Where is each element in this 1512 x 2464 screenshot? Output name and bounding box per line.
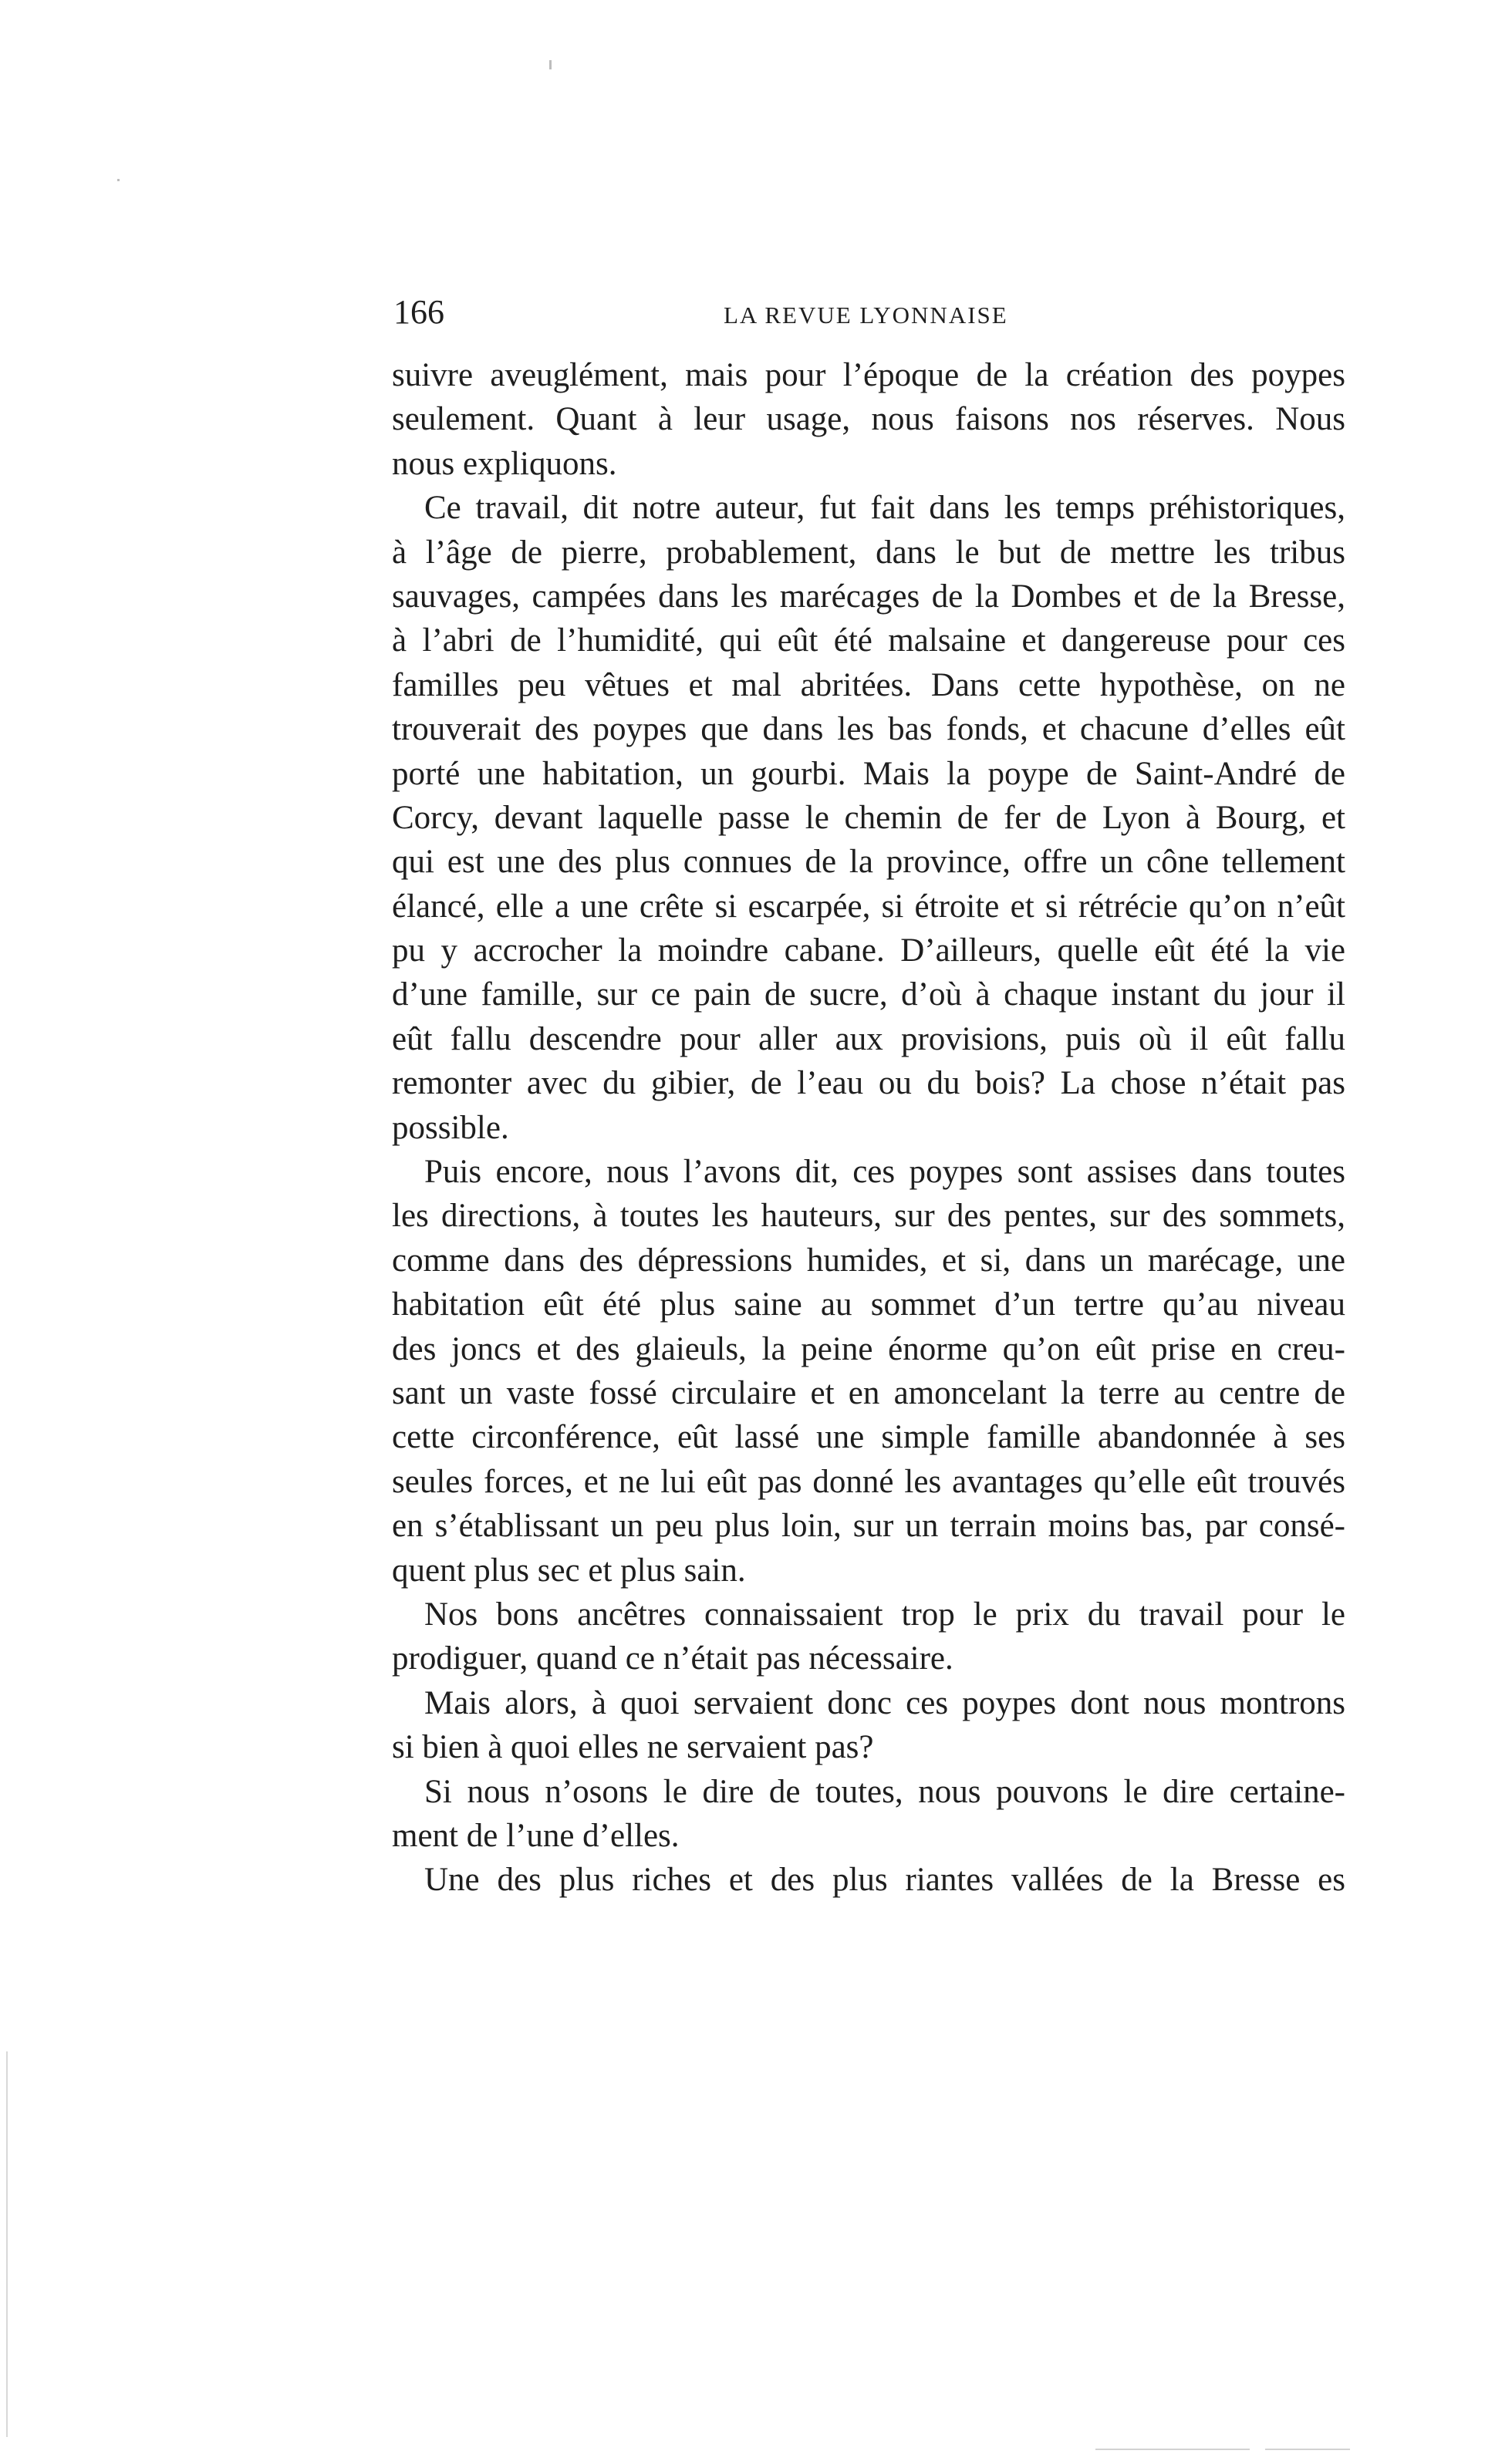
text-line: Mais alors, à quoi servaient donc ces poypes dont nous montrons	[424, 1684, 1345, 1721]
text-line: élancé, elle a une crête si escarpée, si étroite et si rétrécie qu’on n’eût	[392, 888, 1345, 925]
text-line: Nos bons ancêtres connaissaient trop le prix du travail pour le	[424, 1596, 1345, 1633]
text-line: prodiguer, quand ce n’était pas nécessaire.	[392, 1640, 953, 1677]
text-line: sauvages, campées dans les marécages de la Dombes et de la Bresse,	[392, 578, 1345, 615]
text-line: seulement. Quant à leur usage, nous faisons nos réserves. Nous	[392, 401, 1345, 438]
text-line: comme dans des dépressions humides, et si, dans un marécage, une	[392, 1242, 1345, 1279]
scan-speck	[117, 179, 120, 181]
text-line: cette circonférence, eût lassé une simple famille abandonnée à ses	[392, 1419, 1345, 1456]
text-line: remonter avec du gibier, de l’eau ou du bois? La chose n’était pas	[392, 1065, 1345, 1102]
text-line: en s’établissant un peu plus loin, sur un terrain moins bas, par consé-	[392, 1508, 1345, 1545]
text-line: Puis encore, nous l’avons dit, ces poypes sont assises dans toutes	[424, 1154, 1345, 1191]
running-title: LA REVUE LYONNAISE	[724, 302, 1008, 329]
text-line: seules forces, et ne lui eût pas donné les avantages qu’elle eût trouvés	[392, 1463, 1345, 1500]
text-line: quent plus sec et plus sain.	[392, 1552, 746, 1589]
text-line: les directions, à toutes les hauteurs, sur des pentes, sur des sommets,	[392, 1198, 1345, 1235]
text-line: qui est une des plus connues de la province, offre un cône tellement	[392, 844, 1345, 881]
text-line: à l’âge de pierre, probablement, dans le but de mettre les tribus	[392, 534, 1345, 571]
scan-speck	[549, 60, 552, 69]
text-line: si bien à quoi elles ne servaient pas?	[392, 1729, 874, 1766]
margin-mark	[1095, 2449, 1250, 2450]
text-line: Si nous n’osons le dire de toutes, nous pouvons le dire certaine-	[424, 1773, 1345, 1810]
text-line: Ce travail, dit notre auteur, fut fait dans les temps préhistoriques,	[424, 490, 1345, 527]
margin-mark	[1265, 2449, 1350, 2450]
text-line: des joncs et des glaieuls, la peine énorme qu’on eût prise en creu-	[392, 1330, 1345, 1367]
margin-mark	[6, 2051, 8, 2437]
text-line: suivre aveuglément, mais pour l’époque de la création des poypes	[392, 357, 1345, 393]
text-line: Une des plus riches et des plus riantes vallées de la Bresse es	[424, 1862, 1345, 1899]
running-head	[393, 285, 1342, 339]
text-line: familles peu vêtues et mal abritées. Dans cette hypothèse, on ne	[392, 666, 1345, 703]
text-line: eût fallu descendre pour aller aux provisions, puis où il eût fallu	[392, 1020, 1345, 1057]
body-text	[392, 353, 1345, 1903]
text-line: d’une famille, sur ce pain de sucre, d’où à chaque instant du jour il	[392, 976, 1345, 1013]
text-line: trouverait des poypes que dans les bas fonds, et chacune d’elles eût	[392, 711, 1345, 748]
text-line: ment de l’une d’elles.	[392, 1817, 680, 1854]
text-line: habitation eût été plus saine au sommet d’un tertre qu’au niveau	[392, 1286, 1345, 1323]
text-line: sant un vaste fossé circulaire et en amoncelant la terre au centre de	[392, 1374, 1345, 1411]
text-line: nous expliquons.	[392, 445, 617, 482]
text-line: pu y accrocher la moindre cabane. D’ailleurs, quelle eût été la vie	[392, 932, 1345, 969]
text-line: possible.	[392, 1109, 509, 1146]
text-line: porté une habitation, un gourbi. Mais la poype de Saint-André de	[392, 755, 1345, 792]
text-line: Corcy, devant laquelle passe le chemin de fer de Lyon à Bourg, et	[392, 799, 1345, 836]
page-number: 166	[393, 293, 444, 331]
text-line: à l’abri de l’humidité, qui eût été malsaine et dangereuse pour ces	[392, 622, 1345, 659]
